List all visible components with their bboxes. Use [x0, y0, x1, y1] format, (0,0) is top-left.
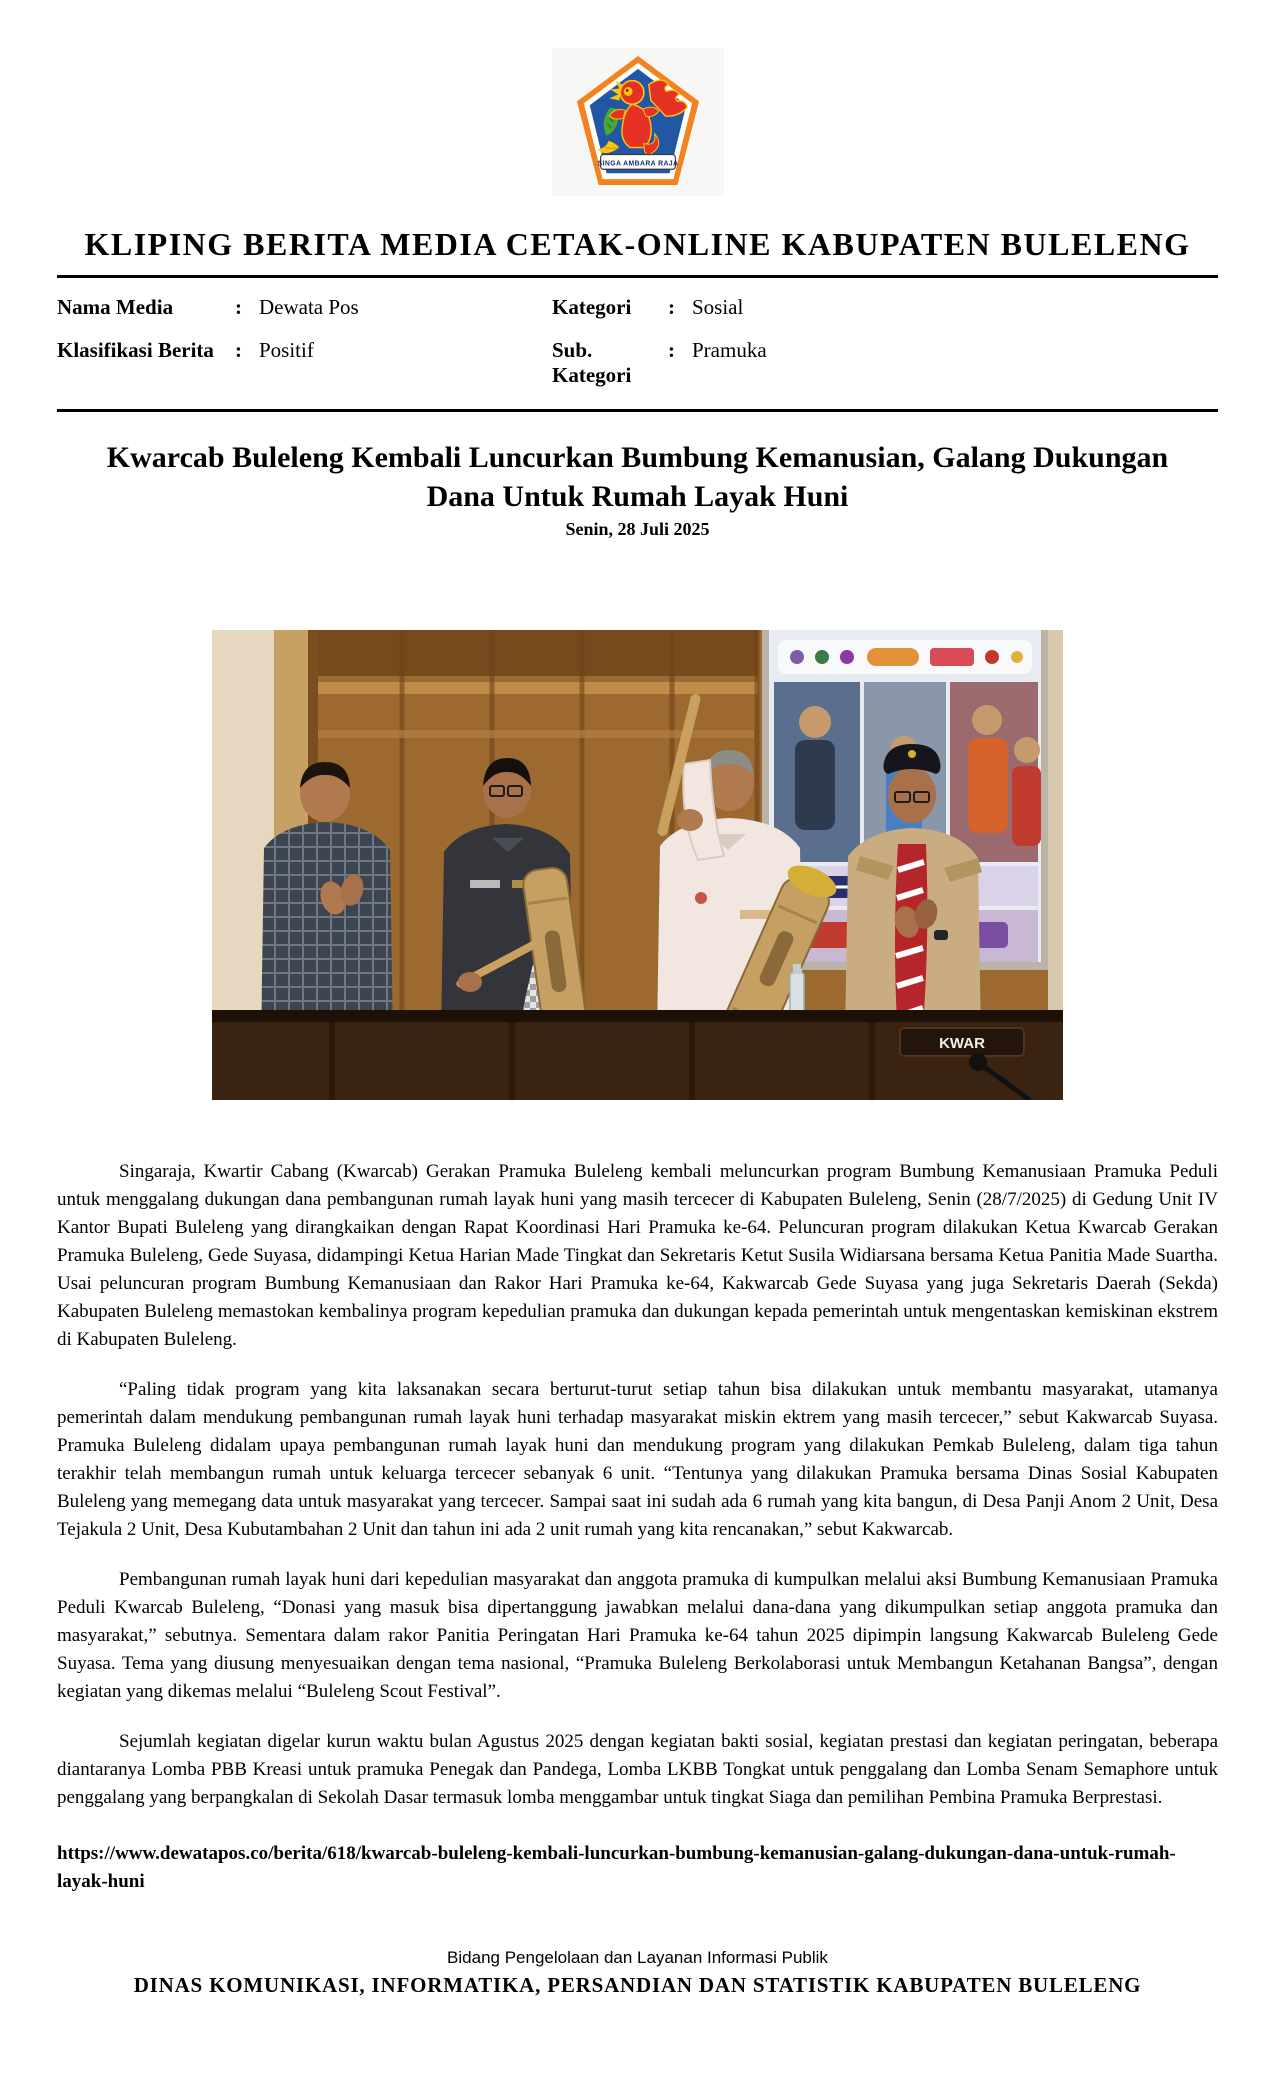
paragraph-2: “Paling tidak program yang kita laksanakan secara berturut-turut setiap tahun bisa dilakukan untuk membantu masyarakat, utamanya pemerintah dalam mendukung pembangunan rumah layak huni terhadap masyarakat miskin ektrem yang masih tercecer,” sebut Kakwarcab Suyasa. Pramuka Buleleng didalam upaya pembangunan rumah layak huni dan mendukung program yang dilakukan Pemkab Buleleng, dalam tiga tahun terakhir telah membangun rumah untuk keluarga tercecer sebanyak 6 unit. “Tentunya yang dilakukan Pramuka bersama Dinas Sosial Kabupaten Buleleng yang memegang data untuk masyarakat yang tercecer. Sampai saat ini sudah ada 6 rumah yang kita bangun, di Desa Panji Anom 2 Unit, Desa Tejakula 2 Unit, Desa Kubutambahan 2 Unit dan tahun ini ada 2 unit rumah yang kita rencanakan,” sebut Kakwarcab.	[57, 1379, 1218, 1540]
paragraph-1: Singaraja, Kwartir Cabang (Kwarcab) Gerakan Pramuka Buleleng kembali meluncurkan program Bumbung Kemanusiaan Pramuka Peduli untuk menggalang dukungan dana pembangunan rumah layak huni yang masih tercecer di Kabupaten Buleleng, Senin (28/7/2025) di Gedung Unit IV Kantor Bupati Buleleng yang dirangkaikan dengan Rapat Koordinasi Hari Pramuka ke-64. Peluncuran program dilakukan Ketua Kwarcab Gerakan Pramuka Buleleng, Gede Suyasa, didampingi Ketua Harian Made Tingkat dan Sekretaris Ketut Susila Widiarsana bersama Ketua Panitia Made Suartha. Usai peluncuran program Bumbung Kemanusiaan dan Rakor Hari Pramuka ke-64, Kakwarcab Gede Suyasa yang juga Sekretaris Daerah (Sekda) Kabupaten Buleleng memastokan kembalinya program kepedulian pramuka dan dukungan kepada pemerintah untuk mengentaskan kemiskinan ekstrem di Kabupaten Buleleng.	[57, 1161, 1218, 1350]
source-url[interactable]: https://www.dewatapos.co/berita/618/kwarcab-buleleng-kembali-luncurkan-bumbung-kemanusian-galang-dukungan-dana-untuk-rumah-layak-huni	[57, 1843, 1176, 1892]
klasifikasi-berita-value: Positif	[259, 338, 314, 362]
footer	[0, 1948, 1275, 1998]
meta-table	[57, 286, 1218, 397]
buleleng-crest-icon	[574, 53, 702, 191]
wristwatch	[934, 930, 948, 940]
meta-row-1	[57, 286, 1218, 329]
colon: :	[235, 338, 242, 362]
sub-kategori-value: Pramuka	[692, 338, 767, 362]
paragraph-4: Sejumlah kegiatan digelar kurun waktu bulan Agustus 2025 dengan kegiatan bakti sosial, kegiatan prestasi dan kegiatan peringatan, beberapa diantaranya Lomba PBB Kreasi untuk pramuka Penegak dan Pandega, Lomba LKBB Tongkat untuk penggalang dan Lomba Senam Semaphore untuk penggalang yang berpangkalan di Sekolah Dasar termasuk lomba menggambar untuk tingkat Siaga dan pemilihan Pembina Pramuka Berprestasi.	[57, 1731, 1218, 1808]
article-body	[57, 1158, 1218, 1812]
colon: :	[235, 295, 242, 319]
colon: :	[668, 338, 675, 362]
article-photo	[212, 630, 1063, 1100]
page-title: KLIPING BERITA MEDIA CETAK-ONLINE KABUPATEN BULELENG	[84, 226, 1191, 262]
logo-banner-text: SINGA AMBARA RAJA	[597, 160, 678, 168]
article-title: Kwarcab Buleleng Kembali Luncurkan Bumbung Kemanusian, Galang Dukungan Dana Untuk Rumah Layak Huni	[106, 441, 1169, 513]
header-divider-bottom	[57, 409, 1218, 412]
kategori-label: Kategori	[552, 295, 632, 319]
logo-banner-ribbon	[597, 154, 678, 169]
nama-media-label: Nama Media	[57, 295, 174, 319]
klasifikasi-berita-label: Klasifikasi Berita	[57, 338, 214, 362]
sub-kategori-label: Sub. Kategori	[552, 338, 632, 387]
colon: :	[668, 295, 675, 319]
article-photo-illustration	[212, 630, 1063, 1100]
meta-row-2	[57, 329, 1218, 397]
buleleng-crest-logo	[552, 48, 724, 196]
kategori-value: Sosial	[692, 295, 744, 319]
header-divider-top	[57, 275, 1218, 278]
article-date: Senin, 28 Juli 2025	[565, 519, 710, 539]
footer-division: Bidang Pengelolaan dan Layanan Informasi Publik	[447, 1948, 828, 1967]
footer-agency: DINAS KOMUNIKASI, INFORMATIKA, PERSANDIAN DAN STATISTIK KABUPATEN BULELENG	[133, 1973, 1142, 1997]
nama-media-value: Dewata Pos	[259, 295, 359, 319]
paragraph-3: Pembangunan rumah layak huni dari kepedulian masyarakat dan anggota pramuka di kumpulkan melalui aksi Bumbung Kemanusiaan Pramuka Peduli Kwarcab Buleleng, “Donasi yang masuk bisa dipertanggung jawabkan melalui dana-dana yang dikumpulkan setiap anggota pramuka dan masyarakat,” sebutnya. Sementara dalam rakor Panitia Peringatan Hari Pramuka ke-64 tahun 2025 dipimpin langsung Kakwarcab Buleleng Gede Suyasa. Tema yang diusung menyesuaikan dengan tema nasional, “Pramuka Buleleng Berkolaborasi untuk Membangun Ketahanan Bangsa”, dengan kegiatan yang dikemas melalui “Buleleng Scout Festival”.	[57, 1569, 1218, 1702]
nameplate-text: KWAR	[939, 1035, 985, 1052]
